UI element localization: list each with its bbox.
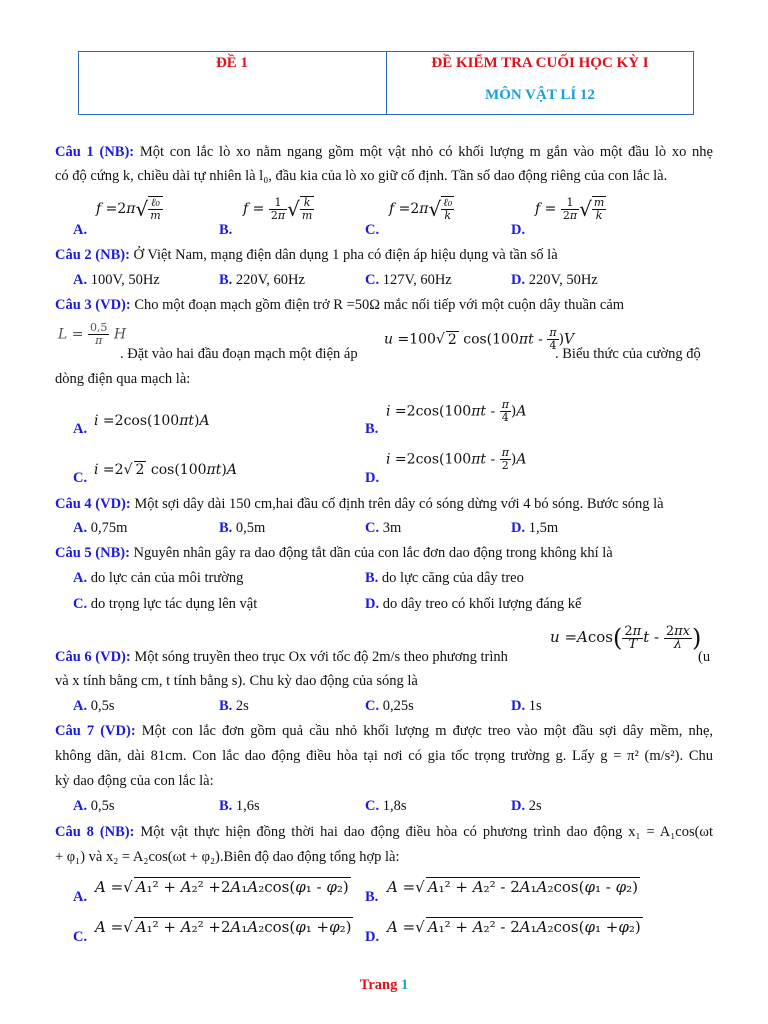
option: B. 2s	[219, 698, 249, 714]
option-label: C.	[73, 929, 88, 945]
option: C. 1,8s	[365, 798, 407, 814]
option: A. 0,5s	[73, 698, 115, 714]
question-text: Ở Việt Nam, mạng điện dân dụng 1 pha có điện áp hiệu dụng và tần số là	[133, 247, 558, 263]
option: D. 2s	[511, 798, 542, 814]
question-text: Một con lắc lò xo nằm ngang gồm một vật nhỏ có khối lượng m gắn vào một đầu lò xo nhẹ	[139, 144, 713, 160]
question-2	[55, 246, 558, 264]
question-1	[55, 143, 713, 161]
option-label: A.	[73, 889, 88, 905]
question-text: Cho một đoạn mạch gồm điện trở R =50Ω mắc nối tiếp với một cuộn dây thuần cảm	[134, 297, 625, 313]
option: C. 3m	[365, 520, 402, 536]
formula: f =2π√ $\frac{\text{ℓ₀}}{m}$	[96, 196, 161, 222]
formula: u =100√ 2 cos(100πt - $\frac{\pi}{4}$ )V	[384, 326, 575, 352]
formula: f = $\frac{1}{2\pi}$ √ $\frac{k}{m}$	[243, 195, 313, 222]
question-text-cont: dòng điện qua mạch là:	[55, 371, 191, 387]
option: D. 1,5m	[511, 520, 559, 536]
page-word: Trang	[359, 977, 398, 993]
question-5	[55, 544, 613, 562]
option: D. 220V, 50Hz	[511, 272, 598, 288]
question-text-cont: (u	[698, 649, 711, 665]
option-label: B.	[365, 889, 379, 905]
option-label: B.	[365, 421, 379, 437]
question-text: Nguyên nhân gây ra dao động tắt dần của con lắc đơn dao động trong không khí là	[133, 545, 613, 561]
question-text-cont: . Đặt vào hai đầu đoạn mạch một điện áp	[120, 346, 358, 362]
question-label: Câu 6 (VD):	[55, 649, 131, 665]
option-label: B.	[219, 222, 233, 238]
option: C. 127V, 60Hz	[365, 272, 452, 288]
formula: i =2√ 2 cos(100πt)A	[94, 462, 237, 478]
option: A. do lực cản của môi trường	[73, 570, 244, 586]
option: B. do lực căng của dây treo	[365, 570, 524, 586]
question-4	[55, 495, 664, 513]
question-8	[55, 823, 713, 841]
formula: f =2π√ $\frac{\text{ℓ₀}}{k}$	[389, 196, 453, 222]
formula: f = $\frac{1}{2\pi}$ √ $\frac{m}{k}$	[535, 195, 605, 222]
question-text: Một sóng truyền theo trục Ox với tốc độ 2m/s theo phương trình	[134, 649, 508, 665]
question-text: Một vật thực hiện đồng thời hai dao động điều hòa có phương trình dao động x₁ = A₁cos(ωt	[140, 824, 714, 840]
question-label: Câu 5 (NB):	[55, 545, 130, 561]
option: D. 1s	[511, 698, 542, 714]
formula: A =√ A₁² + A₂² - 2A₁A₂cos(φ₁ - φ₂)	[387, 878, 638, 896]
formula: i =2cos(100πt - $\frac{\pi}{2}$ )A	[386, 446, 527, 472]
page-number: 1	[400, 977, 409, 993]
option: C. 0,25s	[365, 698, 414, 714]
question-text-cont: . Biểu thức của cường độ	[555, 346, 701, 362]
option: A. 100V, 50Hz	[73, 272, 160, 288]
question-text-cont: và x tính bằng cm, t tính bằng s). Chu kỳ dao động của sóng là	[55, 673, 418, 689]
question-label: Câu 2 (NB):	[55, 247, 130, 263]
exam-title: ĐỀ KIỂM TRA CUỐI HỌC KỲ I	[431, 55, 649, 71]
exam-number: ĐỀ 1	[215, 55, 249, 71]
subject-title: MÔN VẬT LÍ 12	[485, 87, 595, 103]
question-text: Một sợi dây dài 150 cm,hai đầu cố định trên dây có sóng dừng với 4 bó sóng. Bước sóng là	[134, 496, 664, 512]
option: B. 1,6s	[219, 798, 260, 814]
option-label: C.	[365, 222, 380, 238]
option: C. do trọng lực tác dụng lên vật	[73, 596, 258, 612]
option: D. do dây treo có khối lượng đáng kể	[365, 596, 582, 612]
option-label: A.	[73, 222, 88, 238]
formula: i =2cos(100πt)A	[94, 413, 210, 429]
option-label: D.	[365, 929, 380, 945]
option-label: D.	[365, 470, 380, 486]
formula: u =Acos( $\frac{2\pi}{T}$ t - $\frac{2\pi x}{\lambda}$ )	[550, 623, 702, 652]
formula: A =√ A₁² + A₂² +2A₁A₂cos(φ₁ +φ₂)	[95, 918, 352, 936]
question-text-cont: + φ₁) và x₂ = A₂cos(ωt + φ₂).Biên độ dao động tổng hợp là:	[55, 849, 400, 865]
formula: L = $\frac{0,5}{\pi}$ H	[58, 321, 127, 347]
option-label: A.	[73, 421, 88, 437]
formula: i =2cos(100πt - $\frac{\pi}{4}$ )A	[386, 398, 527, 424]
formula: A =√ A₁² + A₂² - 2A₁A₂cos(φ₁ +φ₂)	[387, 918, 641, 936]
option-label: D.	[511, 222, 526, 238]
question-label: Câu 1 (NB):	[55, 144, 135, 160]
option: A. 0,5s	[73, 798, 115, 814]
option: A. 0,75m	[73, 520, 128, 536]
question-text: Một con lắc đơn gồm quả cầu nhỏ khối lượng m được treo vào một đầu sợi dây mềm, nhẹ,	[141, 723, 714, 739]
question-text-cont: kỳ dao động của con lắc là:	[55, 773, 214, 789]
question-label: Câu 4 (VD):	[55, 496, 131, 512]
question-text-cont: có độ cứng k, chiều dài tự nhiên là l₀, đầu kia của lò xo giữ cố định. Tần số dao động riêng của con lắc là.	[55, 168, 668, 184]
question-label: Câu 3 (VD):	[55, 297, 131, 313]
option: B. 220V, 60Hz	[219, 272, 305, 288]
page-footer	[0, 976, 768, 994]
question-3	[55, 296, 624, 314]
question-label: Câu 7 (VD):	[55, 723, 136, 739]
option: B. 0,5m	[219, 520, 266, 536]
question-6	[55, 648, 508, 666]
question-label: Câu 8 (NB):	[55, 824, 135, 840]
formula: A =√ A₁² + A₂² +2A₁A₂cos(φ₁ - φ₂)	[95, 878, 349, 896]
question-7	[55, 722, 713, 740]
question-text-cont: không dãn, dài 81cm. Con lắc dao động điều hòa tại nơi có gia tốc trọng trường g. Lấy g = π² (m/s²). Chu	[55, 748, 713, 764]
option-label: C.	[73, 470, 88, 486]
